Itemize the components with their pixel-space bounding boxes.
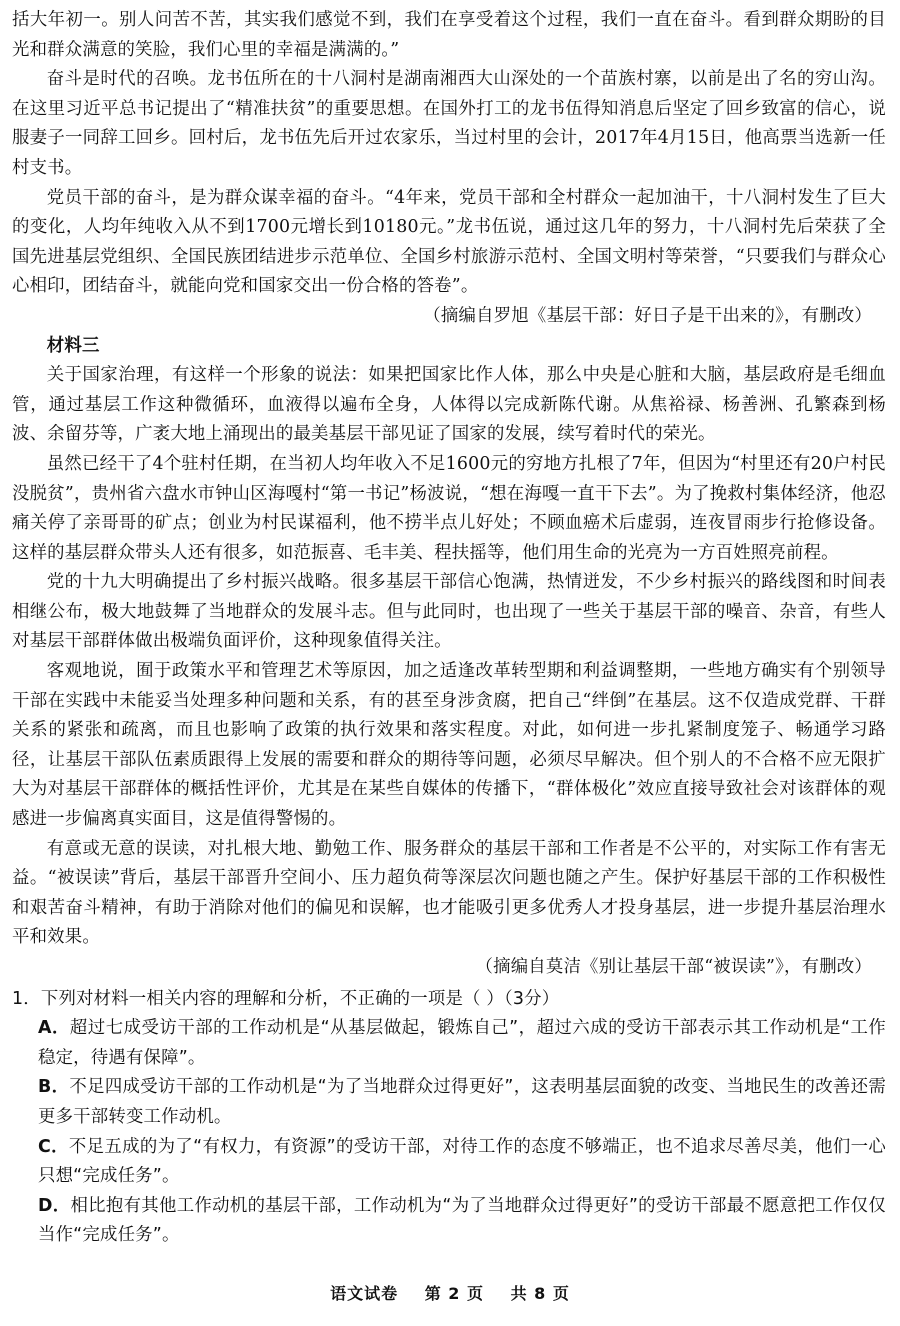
material3-paragraph-3: 党的十九大明确提出了乡村振兴战略。很多基层干部信心饱满，热情迸发，不少乡村振兴的路线图和时间表相继公布，极大地鼓舞了当地群众的发展斗志。但与此同时，也出现了一些关于基层干部的噪音、杂音，有些人对基层干部群体做出极端负面评价，这种现象值得关注。 [12, 572, 886, 652]
page-footer [0, 1281, 900, 1304]
continuation-paragraph-3: 党员干部的奋斗，是为群众谋幸福的奋斗。“4年来，党员干部和全村群众一起加油干，十八洞村发生了巨大的变化，人均年纯收入从不到1700元增长到10180元。”龙书伍说，通过这几年的努力，十八洞村先后荣获了全国先进基层党组织、全国民族团结进步示范单位、全国乡村旅游示范村、全国文明村等荣誉，“只要我们与群众心心相印，团结奋斗，就能向党和国家交出一份合格的答卷”。 [12, 187, 886, 297]
question-1-stem: 1．下列对材料一相关内容的理解和分析，不正确的一项是（ ）（3分） [12, 988, 560, 1009]
continuation-paragraph-1: 括大年初一。别人问苦不苦，其实我们感觉不到，我们在享受着这个过程，我们一直在奋斗。看到群众期盼的目光和群众满意的笑脸，我们心里的幸福是满满的。” [12, 10, 886, 60]
option-letter: B． [38, 1077, 70, 1098]
footer-page-number: 第 2 页 [424, 1284, 484, 1303]
option-text: 不足五成的为了“有权力，有资源”的受访干部，对待工作的态度不够端正，也不追求尽善尽美，他们一心只想“完成任务”。 [38, 1136, 886, 1187]
option-b[interactable] [12, 1073, 886, 1132]
option-letter: D． [38, 1195, 71, 1216]
option-a[interactable] [12, 1014, 886, 1073]
option-text: 超过七成受访干部的工作动机是“从基层做起，锻炼自己”，超过六成的受访干部表示其工作动机是“工作稳定，待遇有保障”。 [38, 1018, 887, 1068]
option-letter: A． [38, 1018, 70, 1039]
option-c[interactable] [12, 1133, 886, 1192]
footer-total-pages: 共 8 页 [510, 1284, 570, 1303]
exam-page [12, 6, 886, 1251]
question-1 [12, 985, 886, 1251]
option-text: 不足四成受访干部的工作动机是“为了当地群众过得更好”，这表明基层面貌的改变、当地民生的改善还需更多干部转变工作动机。 [38, 1077, 886, 1127]
material3-source: （摘编自莫洁《别让基层干部“被误读”》，有删改） [475, 957, 872, 977]
option-d[interactable] [12, 1192, 886, 1251]
material3-paragraph-1: 关于国家治理，有这样一个形象的说法：如果把国家比作人体，那么中央是心脏和大脑，基层政府是毛细血管，通过基层工作这种微循环，血液得以遍布全身，人体得以完成新陈代谢。从焦裕禄、杨善洲、孔繁森到杨波、余留芬等，广袤大地上涌现出的最美基层干部见证了国家的发展，续写着时代的荣光。 [12, 365, 886, 445]
material3-paragraph-5: 有意或无意的误读，对扎根大地、勤勉工作、服务群众的基层干部和工作者是不公平的，对实际工作有害无益。“被误读”背后，基层干部晋升空间小、压力超负荷等深层次问题也随之产生。保护好基层干部的工作积极性和艰苦奋斗精神，有助于消除对他们的偏见和误解，也才能吸引更多优秀人才投身基层，进一步提升基层治理水平和效果。 [12, 838, 886, 948]
option-letter: C． [38, 1136, 69, 1157]
material3-paragraph-2: 虽然已经干了4个驻村任期，在当初人均年收入不足1600元的穷地方扎根了7年，但因为“村里还有20户村民没脱贫”，贵州省六盘水市钟山区海嘎村“第一书记”杨波说，“想在海嘎一直干下去”。为了挽救村集体经济，他忍痛关停了亲哥哥的矿点；创业为村民谋福利，他不捞半点儿好处；不顾血癌术后虚弱，连夜冒雨步行抢修设备。这样的基层群众带头人还有很多，如范振喜、毛丰美、程扶摇等，他们用生命的光亮为一方百姓照亮前程。 [12, 453, 886, 563]
material2-source: （摘编自罗旭《基层干部：好日子是干出来的》，有删改） [423, 305, 872, 326]
continuation-paragraph-2: 奋斗是时代的召唤。龙书伍所在的十八洞村是湖南湘西大山深处的一个苗族村寨，以前是出了名的穷山沟。在这里习近平总书记提出了“精准扶贫”的重要思想。在国外打工的龙书伍得知消息后坚定了回乡致富的信心，说服妻子一同辞工回乡。回村后，龙书伍先后开过农家乐，当过村里的会计，2017年4月15日，他高票当选新一任村支书。 [12, 69, 886, 178]
material3-heading: 材料三 [46, 335, 100, 356]
option-text: 相比抱有其他工作动机的基层干部，工作动机为“为了当地群众过得更好”的受访干部最不愿意把工作仅仅当作“完成任务”。 [38, 1195, 886, 1246]
material3-paragraph-4: 客观地说，囿于政策水平和管理艺术等原因，加之适逢改革转型期和利益调整期，一些地方确实有个别领导干部在实践中未能妥当处理多种问题和关系，有的甚至身涉贪腐，把自己“绊倒”在基层。这不仅造成党群、干群关系的紧张和疏离，而且也影响了政策的执行效果和落实程度。对此，如何进一步扎紧制度笼子、畅通学习路径，让基层干部队伍素质跟得上发展的需要和群众的期待等问题，必须尽早解决。但个别人的不合格不应无限扩大为对基层干部群体的概括性评价，尤其是在某些自媒体的传播下，“群体极化”效应直接导致社会对该群体的观感进一步偏离真实面目，这是值得警惕的。 [12, 661, 886, 830]
footer-subject: 语文试卷 [330, 1284, 399, 1303]
